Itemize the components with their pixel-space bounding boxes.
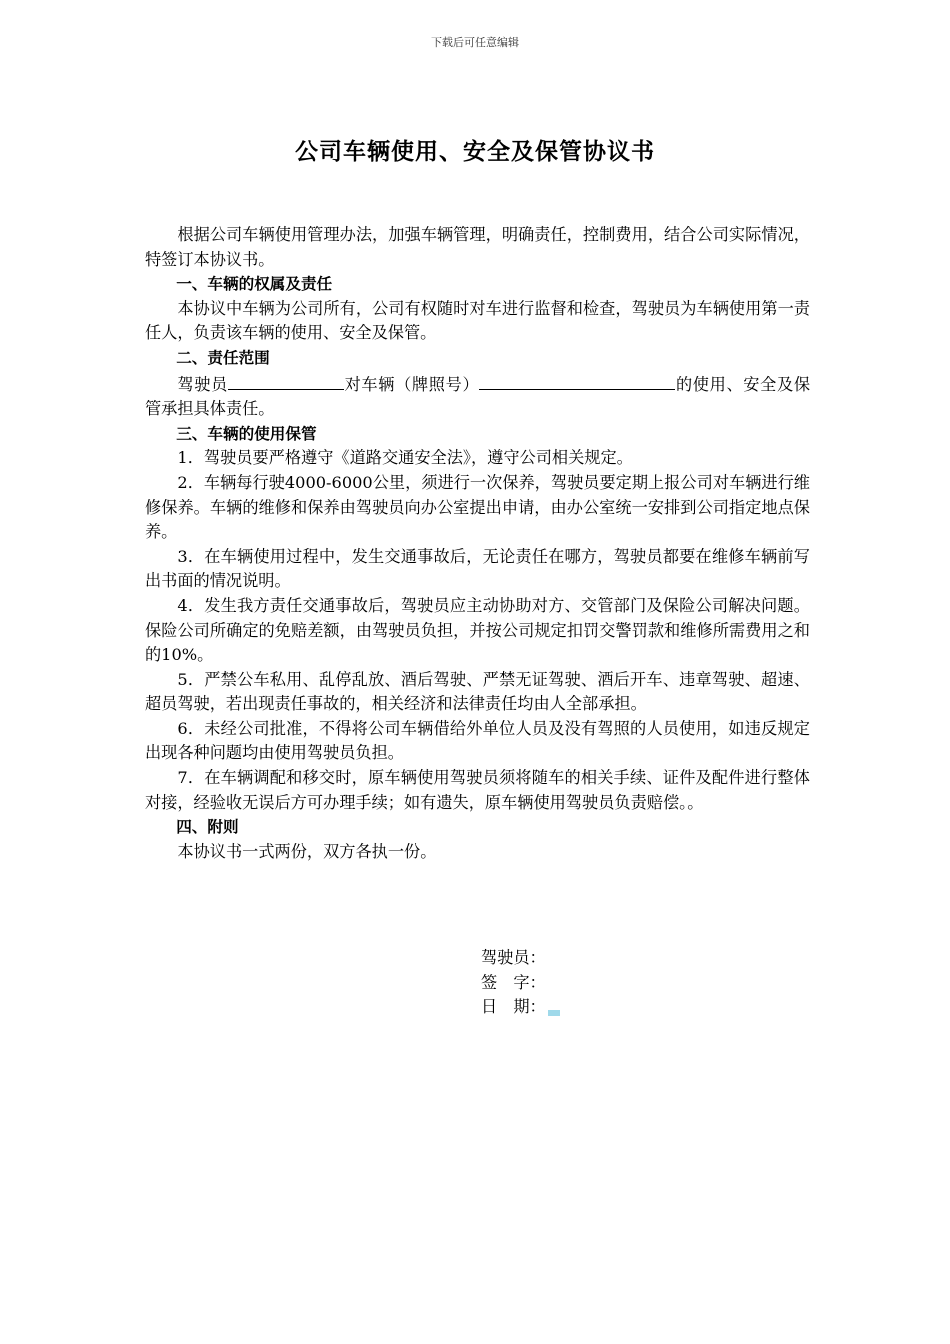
document-title: 公司车辆使用、安全及保管协议书 [295, 139, 655, 165]
sign-label: 签 字： [481, 972, 546, 992]
signature-block [481, 946, 560, 1020]
date-row [481, 995, 560, 1020]
agreement-body [145, 223, 810, 864]
section3-item-3: 3．在车辆使用过程中，发生交通事故后，无论责任在哪方，驾驶员都要在维修车辆前写出书面的情况说明。 [145, 546, 810, 591]
section3-item-7: 7．在车辆调配和移交时，原车辆使用驾驶员须将随车的相关手续、证件及配件进行整体对接，经验收无误后方可办理手续；如有遗失，原车辆使用驾驶员负责赔偿。。 [145, 768, 810, 812]
date-label: 日 期： [481, 997, 546, 1017]
section1-text: 本协议中车辆为公司所有，公司有权随时对车进行监督和检查，驾驶员为车辆使用第一责任人，负责该车辆的使用、安全及保管。 [145, 298, 810, 343]
driver-name-blank[interactable] [228, 371, 344, 390]
section3-item-4: 4．发生我方责任交通事故后，驾驶员应主动协助对方、交管部门及保险公司解决问题。保险公司所确定的免赔差额，由驾驶员负担，并按公司规定扣罚交警罚款和维修所需费用之和的10%。 [145, 595, 810, 665]
intro-paragraph: 根据公司车辆使用管理办法，加强车辆管理，明确责任，控制费用，结合公司实际情况，特签订本协议书。 [145, 225, 810, 269]
plate-number-blank[interactable] [479, 371, 675, 390]
plate-label: 对车辆（牌照号） [343, 374, 480, 394]
responsibility-text: 的使用、安全及保管承担具体责任。 [145, 374, 811, 419]
section3-item-1: 1．驾驶员要严格遵守《道路交通安全法》，遵守公司相关规定。 [177, 448, 633, 468]
section2-text [145, 371, 810, 422]
section3-item-5: 5．严禁公车私用、乱停乱放、酒后驾驶、严禁无证驾驶、酒后开车、违章驾驶、超速、超员驾驶，若出现责任事故的，相关经济和法律责任均由人全部承担。 [145, 669, 810, 714]
driver-label: 驾驶员 [177, 374, 228, 394]
header-note: 下载后可任意编辑 [431, 36, 519, 49]
driver-signature-label: 驾驶员： [481, 948, 546, 967]
text-cursor-highlight [548, 1010, 560, 1016]
section3-heading: 三、车辆的使用保管 [176, 424, 317, 443]
section3-item-2: 2．车辆每行驶4000-6000公里，须进行一次保养，驾驶员要定期上报公司对车辆进行维修保养。车辆的维修和保养由驾驶员向办公室提出申请，由办公室统一安排到公司指定地点保养。 [145, 472, 810, 542]
section4-text: 本协议书一式两份，双方各执一份。 [177, 841, 437, 861]
section1-heading: 一、车辆的权属及责任 [176, 275, 333, 294]
section2-heading: 二、责任范围 [176, 348, 270, 367]
section4-heading: 四、附则 [176, 818, 239, 837]
section3-item-6: 6．未经公司批准，不得将公司车辆借给外单位人员及没有驾照的人员使用，如违反规定出现各种问题均由使用驾驶员负担。 [145, 718, 810, 763]
